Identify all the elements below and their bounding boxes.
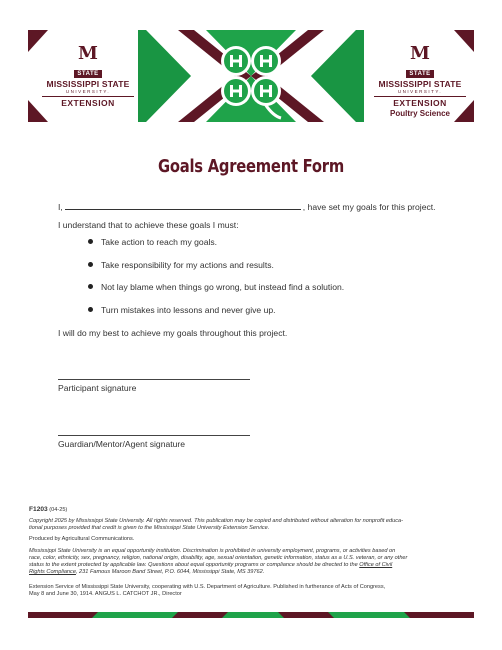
list-item: Take action to reach my goals. [88,237,344,260]
name-blank-field[interactable] [65,202,301,210]
logo-name: MISSISSIPPI STATE [378,79,462,89]
goal-line-suffix: , have set my goals for this project. [302,202,436,212]
closing-text: I will do my best to achieve my goals throughout this project. [58,328,288,338]
eo-line: Mississippi State University is an equal opportunity institution. Discrimination is prohibited in university employment, programs, or activities based on [29,548,396,554]
list-item: Take responsibility for my actions and results. [88,260,344,283]
msu-m-icon: M [78,43,98,64]
logo-name: MISSISSIPPI STATE [46,79,130,89]
msu-extension-logo-left [32,43,144,109]
logo-state-box: STATE [406,70,433,78]
footer-bar [28,612,474,618]
civil-rights-link[interactable]: Office of Civil [359,562,393,568]
list-item: Turn mistakes into lessons and never give up. [88,305,344,328]
publication-number [29,506,473,514]
goal-line-prefix: I, [58,202,63,212]
msu-extension-logo-right [364,43,476,119]
eo-line: race, color, ethnicity, sex, pregnancy, religion, national origin, disability, age, sexual orientation, genetic information, status as a U.S. veteran, or any other [29,555,408,561]
logo-department: Poultry Science [389,109,451,118]
logo-university: UNIVERSITY. [65,89,111,94]
list-item: Not lay blame when things go wrong, but instead find a solution. [88,282,344,305]
logo-state-box: STATE [74,70,101,78]
eo-line: , 231 Famous Maroon Band Street, P.O. 6044, Mississippi State, MS 39762. [75,569,265,575]
copyright-text [29,518,473,532]
copyright-line: tional purposes provided that credit is given to the Mississippi State University Extension Service. [29,525,270,531]
civil-rights-link[interactable]: Rights Compliance [29,569,76,575]
guardian-signature-label: Guardian/Mentor/Agent signature [58,439,186,449]
produced-by-text: Produced by Agricultural Communications. [29,536,135,542]
extension-service-text [29,584,473,598]
msu-m-icon: M [410,43,430,64]
equal-opportunity-text [29,548,473,576]
logo-extension: EXTENSION [61,98,115,108]
eo-line: status to the extent protected by applicable law. Questions about equal opportunity programs or compliance should be directed to the [29,562,358,568]
participant-signature-line[interactable] [58,379,250,380]
goal-statement-line [58,202,436,212]
extension-line: May 8 and June 30, 1914. ANGUS L. CATCHOT JR., Director [29,591,182,597]
guardian-signature-line[interactable] [58,435,250,436]
participant-signature-label: Participant signature [58,383,137,393]
pub-id: F1203 [29,506,48,513]
extension-line: Extension Service of Mississippi State University, cooperating with U.S. Department of Agriculture. Published in furtherance of Acts of Congress, [29,584,386,590]
logo-university: UNIVERSITY. [397,89,443,94]
logo-extension: EXTENSION [393,98,447,108]
goals-list [88,237,344,327]
intro-text: I understand that to achieve these goals I must: [58,220,239,230]
pub-date: (04-25) [49,507,68,513]
copyright-line: Copyright 2025 by Mississippi State University. All rights reserved. This publication may be copied and distributed without alteration for nonprofit educa- [29,518,404,524]
page-title: Goals Agreement Form [158,156,344,177]
